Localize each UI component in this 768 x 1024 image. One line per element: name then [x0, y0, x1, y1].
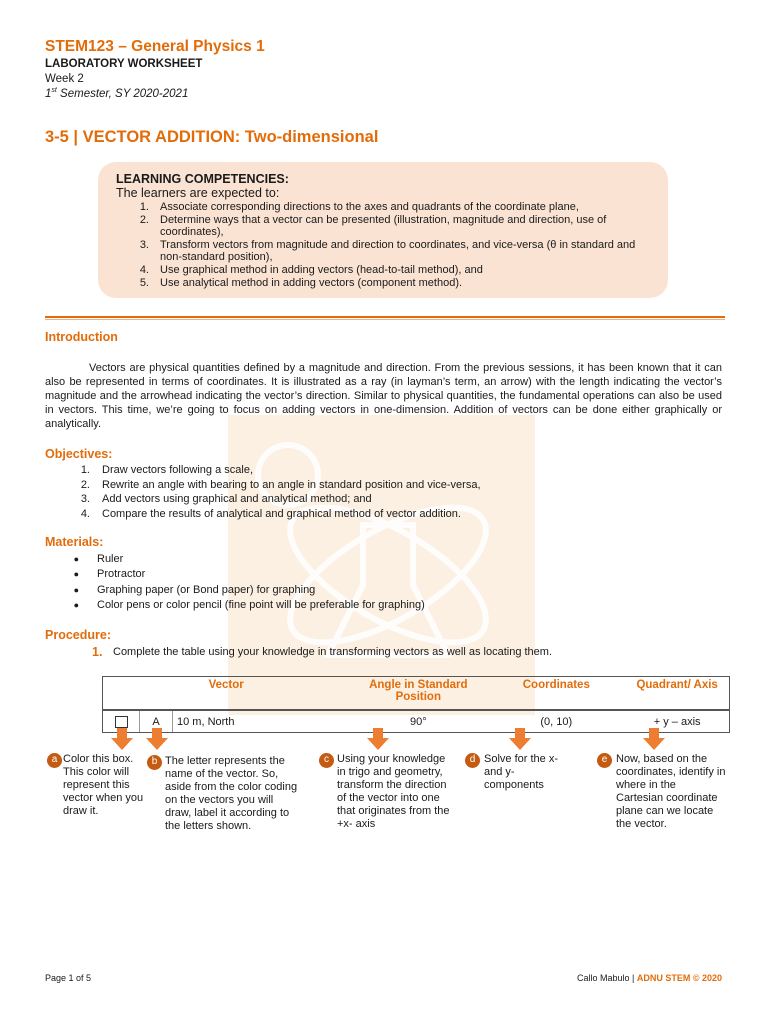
- vector-letter: A: [140, 710, 173, 733]
- arrow-down-icon: [367, 728, 389, 750]
- note-e-text: Now, based on the coordinates, identify in where in the Cartesian coordinate plane can we locate the vector.: [616, 753, 726, 830]
- introduction-heading: Introduction: [45, 330, 118, 344]
- quadrant-value: + y – axis: [625, 710, 729, 733]
- list-item: 3. Transform vectors from magnitude and direction to coordinates, and vice-versa (θ in standard and non-standard position),: [139, 238, 636, 264]
- header-angle: Angle in Standard Position: [349, 677, 487, 711]
- note-c-text: Using your knowledge in trigo and geometry, transform the direction of the vector into one that originates from the +x- axis: [337, 753, 450, 830]
- list-item: 5. Use analytical method in adding vectors (component method).: [139, 276, 463, 289]
- coordinates-value: (0, 10): [487, 710, 625, 733]
- competencies-list: [116, 201, 656, 289]
- objectives-list: [45, 463, 685, 521]
- semester-label: 1st Semester, SY 2020-2021: [45, 87, 189, 100]
- footer-credit: Callo Mabulo | ADNU STEM © 2020: [576, 973, 722, 983]
- objectives-heading: Objectives:: [45, 447, 113, 461]
- section-divider-shadow: [45, 319, 725, 320]
- list-item: 1. Associate corresponding directions to the axes and quadrants of the coordinate plane,: [139, 201, 579, 213]
- list-item: ● Protractor: [73, 568, 146, 581]
- worksheet-label: LABORATORY WORKSHEET: [45, 58, 203, 70]
- list-item: 2. Rewrite an angle with bearing to an angle in standard position and vice-versa,: [80, 478, 481, 491]
- introduction-text: Vectors are physical quantities defined by a magnitude and direction. From the previous sessions, it has been known that it can also be represented in terms of coordinates. It is illustrated as a ray (in layman’s term, an arrow) with the length indicating the vector’s magnitude and the arrowhead indicating the vector’s direction. Similar to physical quantities, the fundamental operations can also be used in vectors. This time, we’re going to focus on adding vectors in one-dimension. Addition of vectors can be done either graphically or analytically.: [45, 362, 722, 430]
- list-item: 4. Compare the results of analytical and graphical method of vector addition.: [80, 507, 461, 520]
- materials-heading: Materials:: [45, 535, 104, 549]
- note-marker-b: b: [147, 755, 162, 770]
- procedure-heading: Procedure:: [45, 628, 111, 642]
- list-item: 3. Add vectors using graphical and analytical method; and: [80, 493, 372, 506]
- vector-value: 10 m, North: [173, 710, 350, 733]
- course-title: STEM123 – General Physics 1: [45, 38, 265, 55]
- list-item: ● Graphing paper (or Bond paper) for graphing: [73, 583, 316, 596]
- materials-list: [45, 552, 685, 613]
- procedure-step-number: 1.: [92, 645, 103, 659]
- list-item: 2. Determine ways that a vector can be presented (illustration, magnitude and direction, use of coordinates),: [139, 213, 607, 239]
- competencies-heading: LEARNING COMPETENCIES:: [116, 172, 289, 186]
- vector-table: [102, 676, 730, 733]
- note-marker-c: c: [319, 753, 334, 768]
- page-title: 3-5 | VECTOR ADDITION: Two-dimensional: [45, 128, 379, 146]
- color-checkbox[interactable]: [115, 716, 128, 728]
- note-a-text: Color this box. This color will represent this vector when you draw it.: [63, 753, 144, 817]
- angle-value: 90°: [349, 710, 487, 733]
- list-item: ● Ruler: [73, 553, 124, 565]
- note-d-text: Solve for the x- and y- components: [484, 753, 558, 791]
- page-number: Page 1 of 5: [45, 973, 92, 983]
- note-marker-a: a: [47, 753, 62, 768]
- list-item: 1. Draw vectors following a scale,: [80, 464, 254, 476]
- arrow-down-icon: [643, 728, 665, 750]
- section-divider: [45, 316, 725, 318]
- note-marker-e: e: [597, 753, 612, 768]
- week-label: Week 2: [45, 73, 84, 85]
- list-item: ● Color pens or color pencil (fine point will be preferable for graphing): [73, 598, 425, 611]
- arrow-down-icon: [146, 728, 168, 750]
- procedure-step-text: Complete the table using your knowledge in transforming vectors as well as locating them.: [113, 646, 553, 658]
- arrow-down-icon: [111, 728, 133, 750]
- list-item: 4. Use graphical method in adding vectors (head-to-tail method), and: [139, 263, 483, 276]
- competencies-intro: The learners are expected to:: [116, 186, 280, 200]
- table-row: [103, 710, 730, 733]
- header-coordinates: Coordinates: [487, 677, 625, 711]
- table-header-row: [103, 677, 730, 711]
- arrow-down-icon: [509, 728, 531, 750]
- note-marker-d: d: [465, 753, 480, 768]
- header-quadrant: Quadrant/ Axis: [625, 677, 729, 711]
- header-vector: Vector: [103, 677, 350, 711]
- note-b-text: The letter represents the name of the vector. So, aside from the color coding on the vectors you will draw, label it according to the letters shown.: [165, 755, 298, 832]
